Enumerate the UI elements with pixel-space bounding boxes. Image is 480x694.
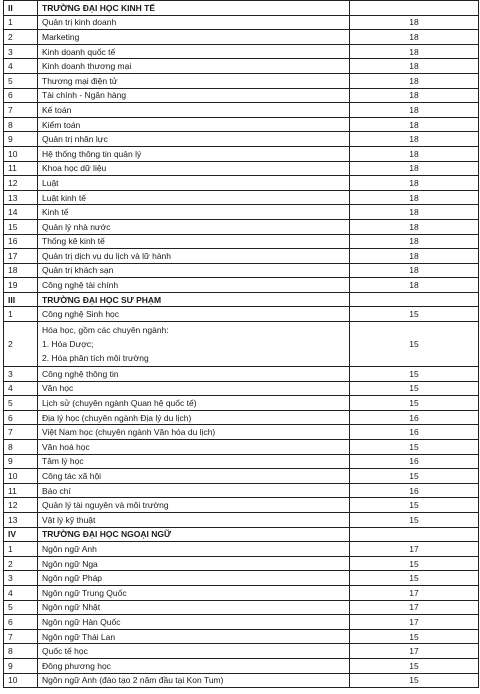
row-number: 1 (4, 542, 38, 557)
table-row (4, 367, 479, 382)
row-number: 18 (4, 263, 38, 278)
section-score-empty (350, 1, 479, 16)
table-row (4, 44, 479, 59)
major-name: Văn hoá học (38, 440, 350, 455)
row-number: 13 (4, 190, 38, 205)
major-name: Kinh tế (38, 205, 350, 220)
table-row (4, 454, 479, 469)
cutoff-score: 15 (350, 673, 479, 688)
table-row (4, 322, 479, 367)
row-number: 4 (4, 381, 38, 396)
table-row (4, 615, 479, 630)
row-number: 2 (4, 322, 38, 367)
row-number: 1 (4, 307, 38, 322)
cutoff-score: 18 (350, 249, 479, 264)
table-row (4, 513, 479, 528)
row-number: 8 (4, 117, 38, 132)
admission-score-table (3, 0, 479, 688)
row-number: 13 (4, 513, 38, 528)
table-row (4, 498, 479, 513)
row-number: 3 (4, 571, 38, 586)
table-row (4, 307, 479, 322)
major-name: Ngôn ngữ Trung Quốc (38, 585, 350, 600)
section-header (4, 292, 479, 307)
major-name: Tâm lý học (38, 454, 350, 469)
table-row (4, 410, 479, 425)
cutoff-score: 15 (350, 440, 479, 455)
cutoff-score: 15 (350, 498, 479, 513)
cutoff-score: 18 (350, 117, 479, 132)
major-name: Kinh doanh quốc tế (38, 44, 350, 59)
row-number: 7 (4, 629, 38, 644)
section-title: TRƯỜNG ĐẠI HỌC SƯ PHẠM (38, 292, 350, 307)
major-name: Công tác xã hội (38, 469, 350, 484)
row-number: 19 (4, 278, 38, 293)
major-name: Văn học (38, 381, 350, 396)
table-row (4, 278, 479, 293)
row-number: 10 (4, 146, 38, 161)
major-name: Kinh doanh thương mại (38, 59, 350, 74)
row-number: 4 (4, 59, 38, 74)
row-number: 10 (4, 673, 38, 688)
major-name: Việt Nam học (chuyên ngành Văn hóa du lịch) (38, 425, 350, 440)
table-row (4, 30, 479, 45)
table-row (4, 146, 479, 161)
table-row (4, 629, 479, 644)
cutoff-score: 18 (350, 190, 479, 205)
table-row (4, 234, 479, 249)
table-row (4, 556, 479, 571)
table-row (4, 440, 479, 455)
table-row (4, 219, 479, 234)
table-row (4, 542, 479, 557)
table-row (4, 161, 479, 176)
major-name: Ngôn ngữ Nhật (38, 600, 350, 615)
cutoff-score: 18 (350, 132, 479, 147)
major-name: Quản trị khách sạn (38, 263, 350, 278)
row-number: 4 (4, 585, 38, 600)
row-number: 15 (4, 219, 38, 234)
table-row (4, 176, 479, 191)
cutoff-score: 18 (350, 73, 479, 88)
row-number: 7 (4, 103, 38, 118)
table-row (4, 15, 479, 30)
major-name: Kế toán (38, 103, 350, 118)
cutoff-score: 18 (350, 146, 479, 161)
cutoff-score: 18 (350, 15, 479, 30)
major-name: Quốc tế học (38, 644, 350, 659)
major-name: Hệ thống thông tin quản lý (38, 146, 350, 161)
major-name: Đông phương học (38, 658, 350, 673)
table-row (4, 483, 479, 498)
cutoff-score: 16 (350, 410, 479, 425)
table-row (4, 396, 479, 411)
row-number: 16 (4, 234, 38, 249)
cutoff-score: 15 (350, 571, 479, 586)
major-name: Ngôn ngữ Nga (38, 556, 350, 571)
table-row (4, 658, 479, 673)
row-number: 9 (4, 454, 38, 469)
row-number: 12 (4, 498, 38, 513)
table-row (4, 117, 479, 132)
row-number: 5 (4, 73, 38, 88)
row-number: 11 (4, 483, 38, 498)
table-row (4, 673, 479, 688)
cutoff-score: 18 (350, 44, 479, 59)
row-number: 6 (4, 88, 38, 103)
major-name: Ngôn ngữ Thái Lan (38, 629, 350, 644)
cutoff-score: 18 (350, 176, 479, 191)
major-name: Marketing (38, 30, 350, 45)
row-number: 5 (4, 396, 38, 411)
cutoff-score: 15 (350, 469, 479, 484)
table-row (4, 88, 479, 103)
cutoff-score: 15 (350, 556, 479, 571)
row-number: 2 (4, 556, 38, 571)
section-header (4, 1, 479, 16)
major-name-line: Hóa học, gồm các chuyên ngành: (42, 325, 169, 336)
cutoff-score: 17 (350, 585, 479, 600)
major-name: Thương mại điện tử (38, 73, 350, 88)
major-name: Luật kinh tế (38, 190, 350, 205)
cutoff-score: 18 (350, 103, 479, 118)
section-title: TRƯỜNG ĐẠI HỌC KINH TẾ (38, 1, 350, 16)
row-number: 1 (4, 15, 38, 30)
major-name: Quản trị dịch vụ du lịch và lữ hành (38, 249, 350, 264)
section-number: IV (4, 527, 38, 542)
major-name: Thống kê kinh tế (38, 234, 350, 249)
table-row (4, 190, 479, 205)
cutoff-score: 18 (350, 219, 479, 234)
cutoff-score: 16 (350, 483, 479, 498)
row-number: 11 (4, 161, 38, 176)
cutoff-score: 16 (350, 425, 479, 440)
cutoff-score: 18 (350, 30, 479, 45)
table-row (4, 59, 479, 74)
row-number: 9 (4, 132, 38, 147)
section-score-empty (350, 527, 479, 542)
row-number: 3 (4, 44, 38, 59)
table-row (4, 644, 479, 659)
major-name-line: 1. Hóa Dược; (42, 339, 94, 350)
row-number: 10 (4, 469, 38, 484)
major-name: Quản trị nhân lực (38, 132, 350, 147)
major-name: Lịch sử (chuyên ngành Quan hệ quốc tế) (38, 396, 350, 411)
row-number: 14 (4, 205, 38, 220)
row-number: 12 (4, 176, 38, 191)
major-name: Tài chính - Ngân hàng (38, 88, 350, 103)
row-number: 6 (4, 410, 38, 425)
row-number: 3 (4, 367, 38, 382)
cutoff-score: 15 (350, 381, 479, 396)
cutoff-score: 17 (350, 600, 479, 615)
major-name: Luật (38, 176, 350, 191)
table-row (4, 205, 479, 220)
table-row (4, 425, 479, 440)
cutoff-score: 16 (350, 454, 479, 469)
row-number: 8 (4, 644, 38, 659)
table-row (4, 600, 479, 615)
row-number: 6 (4, 615, 38, 630)
section-title: TRƯỜNG ĐẠI HỌC NGOẠI NGỮ (38, 527, 350, 542)
table-row (4, 585, 479, 600)
cutoff-score: 18 (350, 205, 479, 220)
cutoff-score: 17 (350, 644, 479, 659)
section-header (4, 527, 479, 542)
cutoff-score: 15 (350, 367, 479, 382)
cutoff-score: 18 (350, 59, 479, 74)
row-number: 8 (4, 440, 38, 455)
major-name: Địa lý học (chuyên ngành Địa lý du lịch) (38, 410, 350, 425)
cutoff-score: 15 (350, 322, 479, 367)
cutoff-score: 15 (350, 396, 479, 411)
major-name: Báo chí (38, 483, 350, 498)
table-row (4, 263, 479, 278)
major-name: Ngôn ngữ Pháp (38, 571, 350, 586)
cutoff-score: 18 (350, 88, 479, 103)
major-name: Quản lý nhà nước (38, 219, 350, 234)
major-name: Ngôn ngữ Anh (đào tạo 2 năm đầu tại Kon Tum) (38, 673, 350, 688)
major-name: Ngôn ngữ Anh (38, 542, 350, 557)
major-name: Công nghệ tài chính (38, 278, 350, 293)
row-number: 9 (4, 658, 38, 673)
cutoff-score: 18 (350, 234, 479, 249)
cutoff-score: 17 (350, 615, 479, 630)
table-row (4, 381, 479, 396)
cutoff-score: 18 (350, 263, 479, 278)
major-name: Khoa học dữ liệu (38, 161, 350, 176)
major-name: Kiểm toán (38, 117, 350, 132)
section-number: III (4, 292, 38, 307)
table-body (4, 1, 479, 688)
section-number: II (4, 1, 38, 16)
cutoff-score: 18 (350, 278, 479, 293)
cutoff-score: 15 (350, 307, 479, 322)
row-number: 5 (4, 600, 38, 615)
major-name: Quản trị kinh doanh (38, 15, 350, 30)
table-row (4, 103, 479, 118)
major-name: Công nghệ Sinh học (38, 307, 350, 322)
table-row (4, 249, 479, 264)
major-name: Công nghệ thông tin (38, 367, 350, 382)
table-row (4, 73, 479, 88)
cutoff-score: 15 (350, 513, 479, 528)
cutoff-score: 15 (350, 658, 479, 673)
table-row (4, 132, 479, 147)
row-number: 7 (4, 425, 38, 440)
cutoff-score: 18 (350, 161, 479, 176)
row-number: 2 (4, 30, 38, 45)
cutoff-score: 15 (350, 629, 479, 644)
table-row (4, 571, 479, 586)
major-name (38, 322, 350, 367)
cutoff-score: 17 (350, 542, 479, 557)
major-name: Vật lý kỹ thuật (38, 513, 350, 528)
row-number: 17 (4, 249, 38, 264)
major-name: Quản lý tài nguyên và môi trường (38, 498, 350, 513)
section-score-empty (350, 292, 479, 307)
major-name-line: 2. Hóa phân tích môi trường (42, 353, 149, 364)
table-row (4, 469, 479, 484)
major-name: Ngôn ngữ Hàn Quốc (38, 615, 350, 630)
